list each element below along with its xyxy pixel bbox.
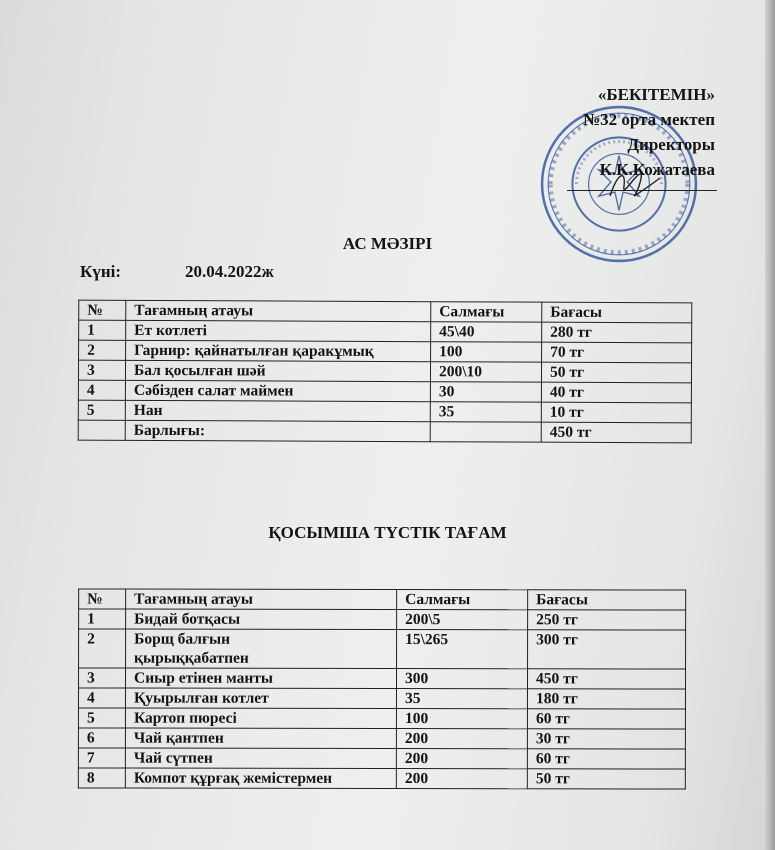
- menu-table: [78, 300, 693, 444]
- row-num: 7: [78, 748, 125, 768]
- header-weight: Салмағы: [431, 302, 542, 322]
- row-weight: 300: [397, 669, 528, 689]
- row-weight: 200\10: [430, 362, 541, 382]
- approval-block: [455, 82, 715, 182]
- row-price: 30 тг: [527, 729, 685, 749]
- date-label: Күні:: [80, 262, 122, 281]
- extra-menu-title: ҚОСЫМША ТҮСТІК ТАҒАМ: [268, 523, 507, 542]
- table-row: [78, 360, 691, 383]
- table-row: [79, 340, 692, 363]
- total-label: Барлығы:: [125, 420, 430, 441]
- table-row: [79, 629, 686, 669]
- table-header-row: [79, 589, 686, 610]
- table-row: [78, 708, 685, 729]
- row-weight: 200: [396, 769, 527, 789]
- row-name: Борщ балғын қырыққабатпен: [126, 629, 397, 668]
- extra-menu-table: [78, 588, 686, 789]
- row-weight: 100: [396, 709, 527, 729]
- row-price: 70 тг: [542, 342, 692, 363]
- approval-name: К.К.Кожатаева: [599, 160, 715, 179]
- table-row: [78, 380, 691, 403]
- table-row: [78, 748, 685, 769]
- header-name: Тағамның атауы: [126, 589, 397, 609]
- table-row: [78, 688, 685, 709]
- row-name: Сәбізден салат маймен: [125, 380, 430, 401]
- row-weight: 15\265: [397, 630, 528, 669]
- table-header-row: [79, 300, 692, 323]
- total-value: 450 тг: [541, 422, 691, 443]
- approval-title: «БЕКІТЕМІН»: [597, 85, 715, 104]
- row-name: Гарнир: қайнатылған қаракұмық: [126, 340, 431, 361]
- row-price: 180 тг: [527, 689, 685, 709]
- date-value: 20.04.2022ж: [185, 262, 274, 281]
- row-price: 60 тг: [527, 749, 685, 769]
- page-edge-shadow: [765, 0, 775, 850]
- row-num: 1: [79, 609, 126, 629]
- table-row: [78, 400, 691, 423]
- table-row: [79, 609, 686, 630]
- table-row: [79, 320, 692, 343]
- row-weight: 35: [396, 689, 527, 709]
- table-row: [78, 728, 685, 749]
- row-price: 10 тг: [541, 402, 691, 423]
- row-num: 3: [78, 360, 125, 380]
- row-price: 60 тг: [527, 709, 685, 729]
- row-num: 1: [79, 320, 126, 340]
- approval-school: №32 орта мектеп: [583, 110, 715, 129]
- row-num: 6: [78, 728, 125, 748]
- row-weight: 200: [396, 749, 527, 769]
- row-name: Чай сүтпен: [125, 748, 396, 768]
- row-weight: 200: [396, 729, 527, 749]
- row-name: Нан: [125, 400, 430, 421]
- total-empty-cell: [430, 422, 541, 442]
- row-weight: 35: [430, 402, 541, 422]
- row-price: 50 тг: [527, 769, 685, 789]
- menu-title: АС МӘЗІРІ: [342, 234, 433, 253]
- row-price: 40 тг: [541, 382, 691, 403]
- row-price: 280 тг: [542, 322, 692, 343]
- row-weight: 30: [430, 382, 541, 402]
- row-price: 450 тг: [528, 669, 686, 689]
- header-num: №: [79, 300, 126, 320]
- header-num: №: [79, 589, 126, 609]
- header-weight: Салмағы: [397, 590, 528, 610]
- row-price: 250 тг: [528, 610, 686, 630]
- row-weight: 200\5: [397, 610, 528, 630]
- table-row: [78, 768, 685, 789]
- signature-line: [567, 190, 717, 191]
- row-weight: 45\40: [431, 322, 542, 342]
- row-name: Компот құрғақ жемістермен: [125, 768, 396, 788]
- row-name: Бидай ботқасы: [126, 609, 397, 629]
- date-row: [80, 262, 274, 282]
- total-row: [78, 420, 691, 443]
- header-price: Бағасы: [542, 302, 692, 323]
- total-empty-cell: [78, 420, 125, 440]
- row-num: 5: [78, 400, 125, 420]
- row-num: 2: [79, 629, 126, 668]
- row-name: Картоп пюресі: [125, 708, 396, 728]
- row-name: Ет котлеті: [126, 320, 431, 341]
- row-num: 2: [79, 340, 126, 360]
- row-price: 300 тг: [528, 630, 686, 669]
- table-row: [79, 668, 686, 689]
- header-price: Бағасы: [528, 590, 686, 610]
- approval-position: Директоры: [627, 135, 715, 154]
- row-num: 8: [78, 768, 125, 788]
- row-num: 3: [79, 668, 126, 688]
- row-name: Бал қосылған шәй: [125, 360, 430, 381]
- row-num: 5: [78, 708, 125, 728]
- row-name: Сиыр етінен манты: [126, 668, 397, 688]
- header-name: Тағамның атауы: [126, 300, 431, 321]
- row-name: Чай қантпен: [125, 728, 396, 748]
- row-num: 4: [78, 688, 125, 708]
- row-price: 50 тг: [541, 362, 691, 383]
- row-weight: 100: [431, 342, 542, 362]
- row-num: 4: [78, 380, 125, 400]
- row-name: Қуырылған котлет: [125, 688, 396, 708]
